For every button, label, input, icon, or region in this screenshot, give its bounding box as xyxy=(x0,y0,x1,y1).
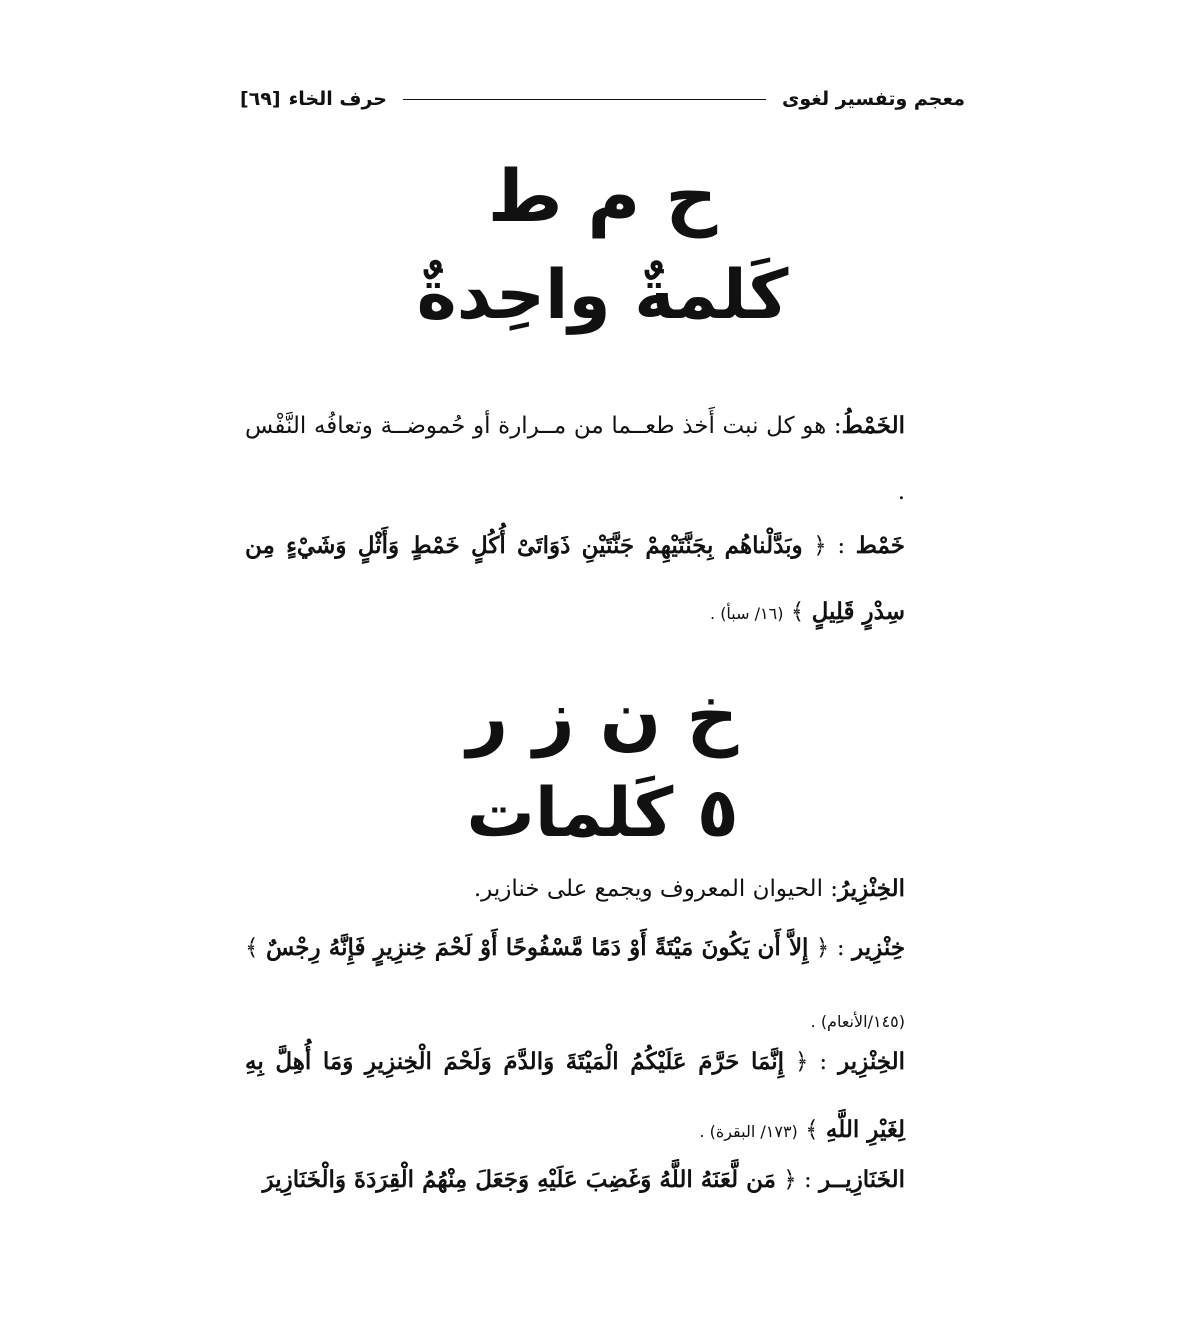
header-rule xyxy=(403,99,766,100)
entry-definition: : هو كل نبت أَخذ طعــما من مــرارة أو حُموضــة وتعافُه النَّفْس . xyxy=(245,413,905,505)
quran-open-bracket: ﴿ xyxy=(815,935,830,961)
page-header xyxy=(240,82,965,116)
entry-khinzeer: خِنْزِير : ﴿ إِلاَّ أَن يَكُونَ مَيْتَةً أَوْ دَمًا مَّسْفُوحًا أَوْ لَحْمَ خِنزِيرٍ فَإِنَّهُ رِجْسٌ ﴾ (١٤٥/الأنعام) . xyxy=(245,934,906,1031)
quran-quote: إِنَّمَا حَرَّمَ عَلَيْكُمُ الْمَيْتَةَ وَالدَّمَ وَلَحْمَ الْخِنزِيرِ وَمَا أُهِلَّ بِهِ لِغَيْرِ اللَّهِ xyxy=(245,1048,905,1143)
entry-term: خِنْزِير xyxy=(852,934,906,961)
page-number: [٦٩] xyxy=(240,88,281,110)
entry-alkhanazeer: الخَنَازِيــر : ﴿ مَن لَّعَنَهُ اللَّهُ وَغَضِبَ عَلَيْهِ وَجَعَلَ مِنْهُمُ الْقِرَدَةَ وَالْخَنَازِيرَ xyxy=(262,1166,905,1193)
entry-term: الخَنَازِيــر xyxy=(819,1166,905,1193)
quran-close-bracket: ﴾ xyxy=(245,935,259,961)
quran-quote: مَن لَّعَنَهُ اللَّهُ وَغَضِبَ عَلَيْهِ وَجَعَلَ مِنْهُمُ الْقِرَدَةَ وَالْخَنَازِيرَ xyxy=(262,1166,776,1193)
quran-open-bracket: ﴿ xyxy=(813,533,827,559)
quran-reference: (١٤٥/الأنعام) . xyxy=(810,1012,905,1031)
entry-definition: : الحيوان المعروف ويجمع على خنازير. xyxy=(473,876,839,902)
entry-alkhinzeer-2: الخِنْزِير : ﴿ إِنَّمَا حَرَّمَ عَلَيْكُمُ الْمَيْتَةَ وَالدَّمَ وَلَحْمَ الْخِنزِيرِ وَمَا أُهِلَّ بِهِ لِغَيْرِ اللَّهِ ﴾ (١٧٣/ البقرة) . xyxy=(245,1048,906,1143)
entry-term: الخِنْزِيرُ xyxy=(838,875,905,902)
quran-close-bracket: ﴾ xyxy=(790,599,805,625)
count-heading-hmt: كَلمةٌ واحِدةٌ xyxy=(416,256,789,335)
entry-term: الخَمْطُ xyxy=(841,412,905,439)
root-heading-khnzr: خ ن ز ر xyxy=(466,674,739,758)
count-heading-khnzr: ٥ كَلمات xyxy=(466,774,739,853)
quran-open-bracket: ﴿ xyxy=(783,1167,797,1193)
quran-quote: وبَدَّلْناهُم بِجَنَّتَيْهِمْ جَنَّتَيْنِ ذَوَاتَىْ أُكُلٍ خَمْطٍ وَأَثْلٍ وَشَيْءٍ مِن سِدْرٍ قَلِيلٍ xyxy=(245,532,905,625)
quran-reference: (١٧٣/ البقرة) . xyxy=(699,1122,798,1141)
entry-term: خَمْط xyxy=(855,532,906,559)
entry-khamt: خَمْط : ﴿ وبَدَّلْناهُم بِجَنَّتَيْهِمْ جَنَّتَيْنِ ذَوَاتَىْ أُكُلٍ خَمْطٍ وَأَثْلٍ وَشَيْءٍ مِن سِدْرٍ قَلِيلٍ ﴾ (١٦/ سبأ) . xyxy=(245,532,906,625)
quran-reference: (١٦/ سبأ) . xyxy=(710,604,784,623)
quran-close-bracket: ﴾ xyxy=(805,1117,819,1143)
section-title: حرف الخاء xyxy=(288,88,387,110)
root-heading-hmt: ح م ط xyxy=(487,154,718,238)
entry-alkhamt xyxy=(245,393,905,525)
book-title: معجم وتفسير لغوى xyxy=(781,88,965,110)
entry-term: الخِنْزِير xyxy=(838,1048,906,1075)
quran-quote: إِلاَّ أَن يَكُونَ مَيْتَةً أَوْ دَمًا مَّسْفُوحًا أَوْ لَحْمَ خِنزِيرٍ فَإِنَّهُ رِجْسٌ xyxy=(265,934,809,961)
quran-open-bracket: ﴿ xyxy=(794,1049,809,1075)
